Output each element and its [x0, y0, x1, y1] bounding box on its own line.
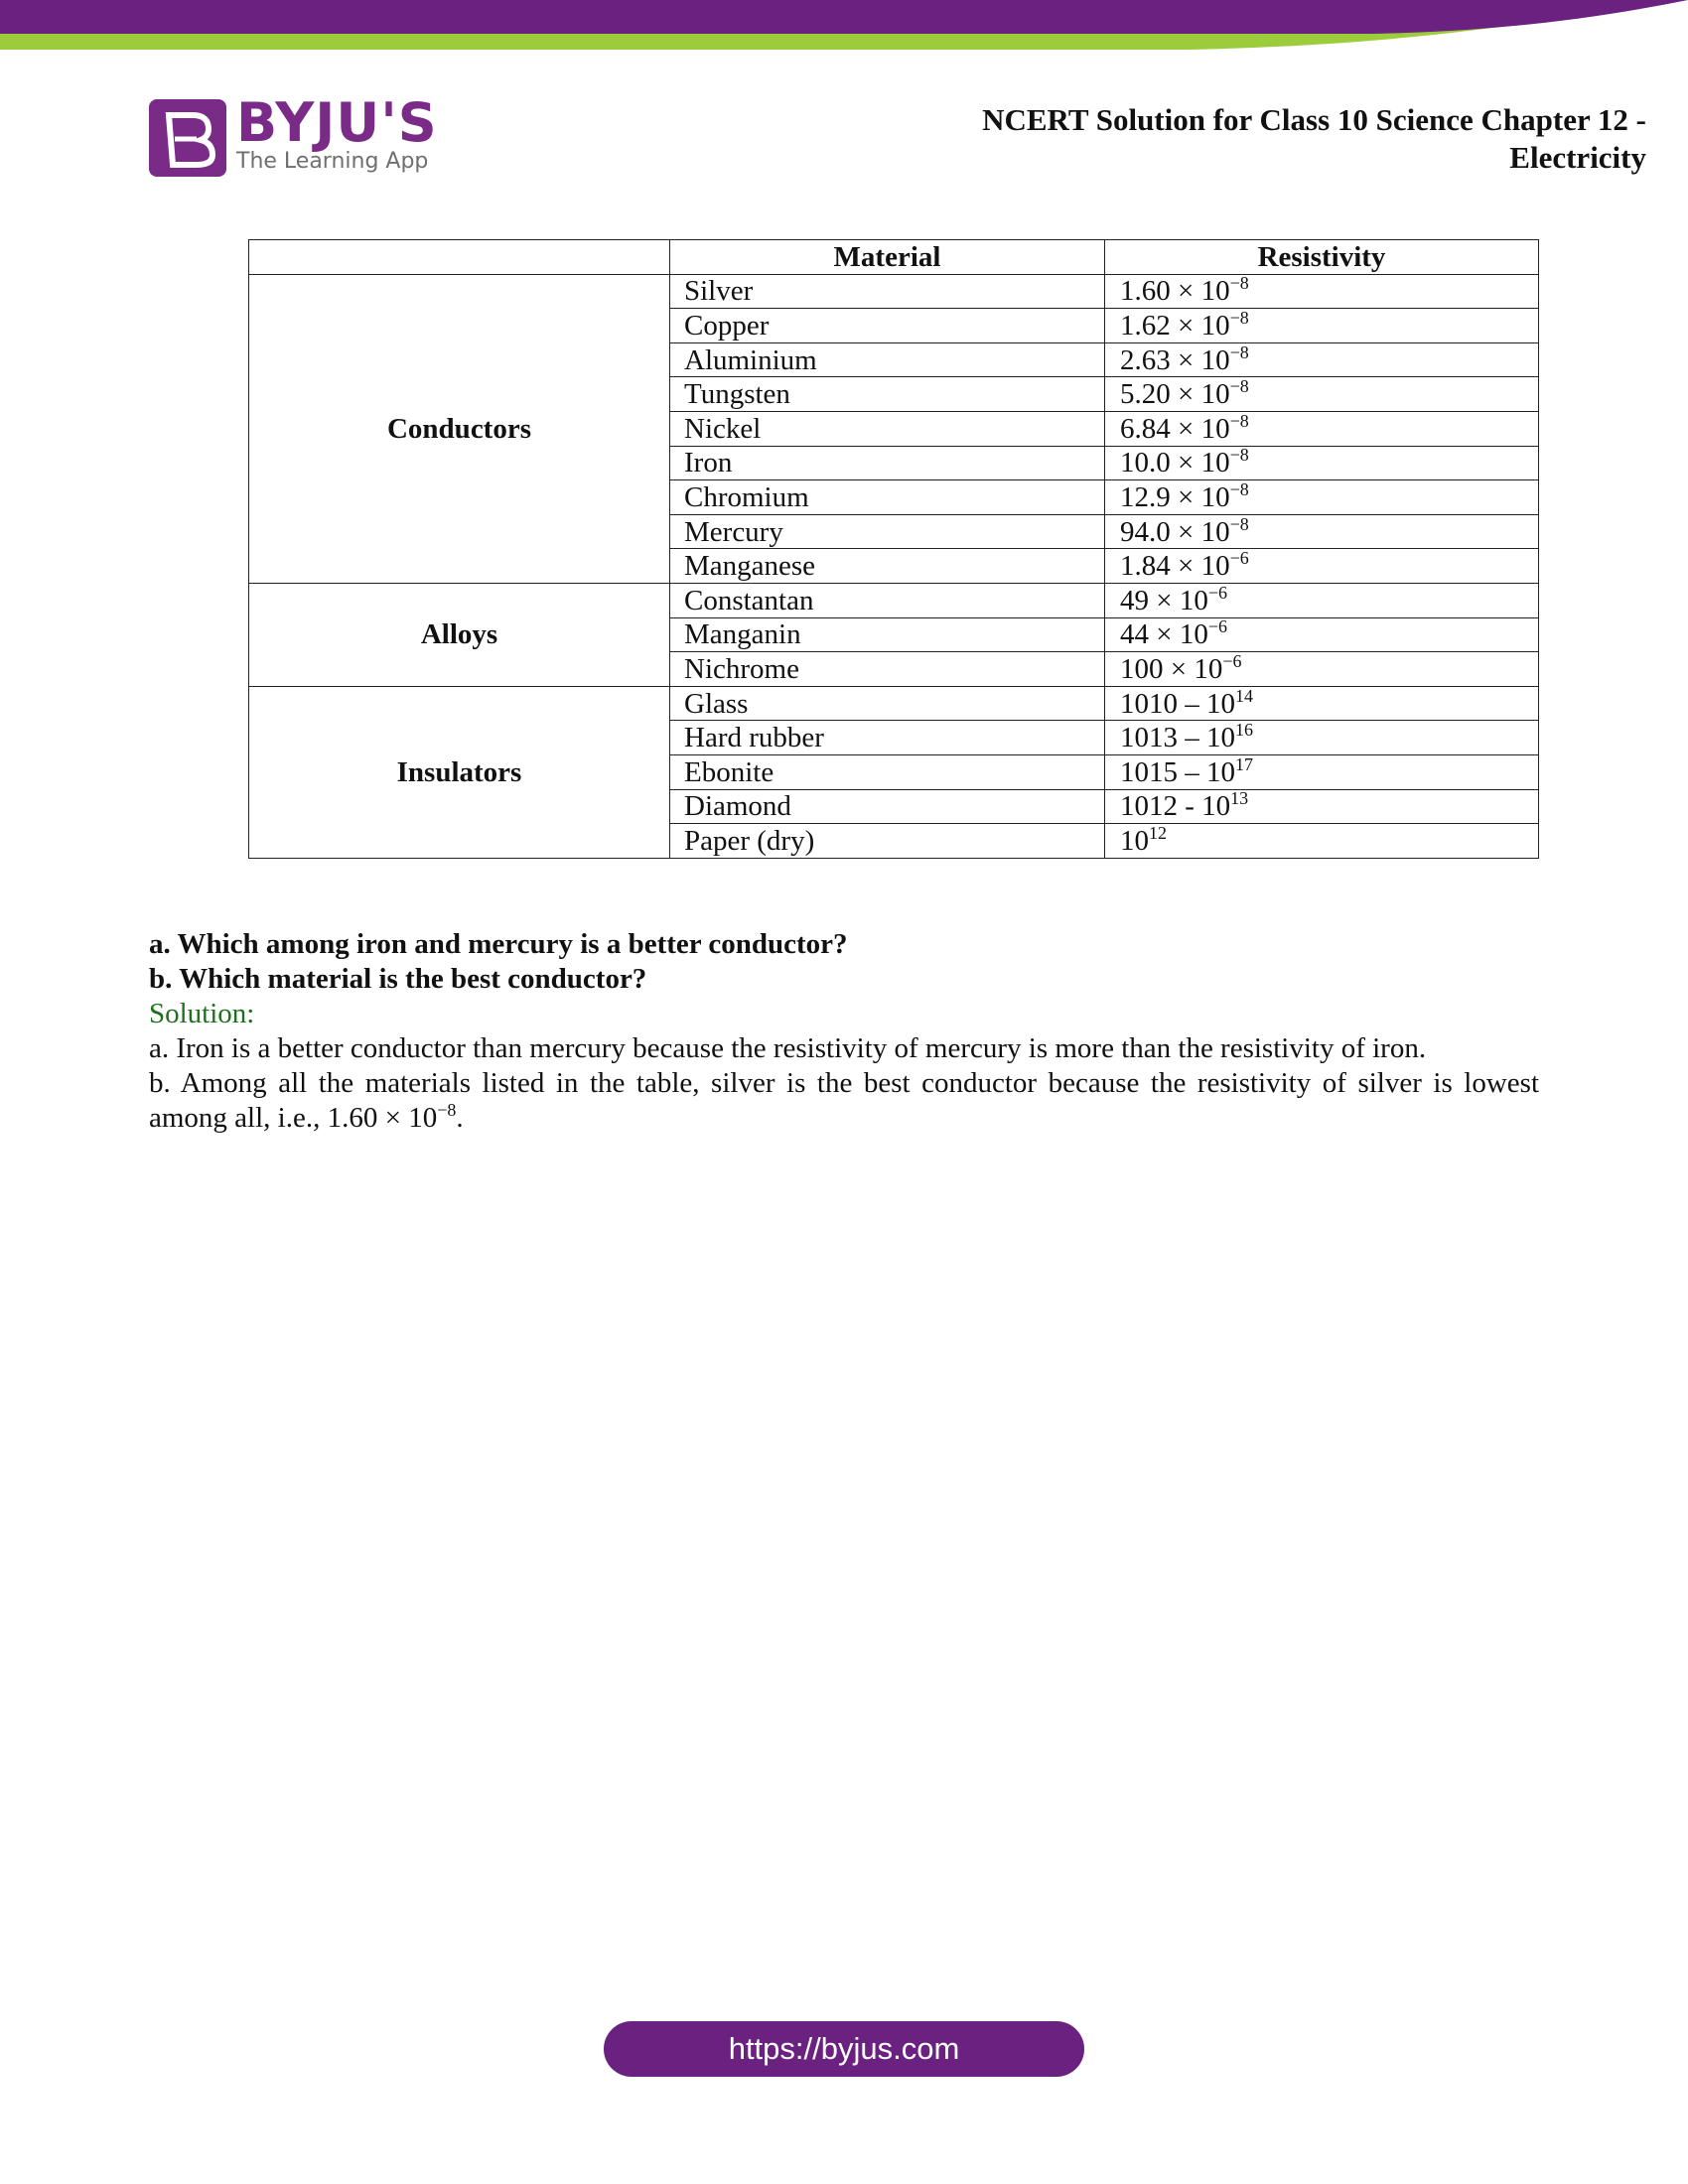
header-material: Material [670, 240, 1105, 275]
resistivity-base: 1013 – 10 [1120, 722, 1235, 754]
resistivity-exponent: −6 [1222, 650, 1242, 671]
resistivity-exponent: 17 [1235, 753, 1253, 774]
table-body [249, 274, 1539, 858]
page-title-line1: NCERT Solution for Class 10 Science Chapter 12 - [982, 102, 1646, 137]
material-cell: Manganese [670, 549, 1105, 584]
resistivity-cell [1105, 549, 1539, 584]
answer-b-end: . [456, 1102, 464, 1134]
material-cell: Nichrome [670, 652, 1105, 687]
resistivity-cell [1105, 583, 1539, 617]
resistivity-cell [1105, 824, 1539, 859]
page-title [753, 101, 1646, 177]
top-banner [0, 0, 1688, 69]
brand-tagline: The Learning App [236, 149, 429, 174]
material-cell: Silver [670, 274, 1105, 309]
resistivity-base: 10.0 × 10 [1120, 447, 1230, 479]
table-row [249, 686, 1539, 721]
resistivity-base: 94.0 × 10 [1120, 515, 1230, 548]
resistivity-base: 1.62 × 10 [1120, 309, 1230, 341]
material-cell: Diamond [670, 789, 1105, 824]
resistivity-cell [1105, 480, 1539, 515]
resistivity-exponent: −8 [1229, 376, 1249, 397]
resistivity-base: 1012 - 10 [1120, 790, 1231, 823]
resistivity-base: 1015 – 10 [1120, 755, 1235, 788]
resistivity-exponent: −8 [1229, 410, 1249, 431]
material-cell: Glass [670, 686, 1105, 721]
material-cell: Manganin [670, 617, 1105, 652]
material-cell: Constantan [670, 583, 1105, 617]
question-b: b. Which material is the best conductor? [149, 963, 647, 995]
resistivity-exponent: 13 [1230, 788, 1249, 809]
answer-b-text: b. Among all the materials listed in the table, silver is the best conductor because the resistivity of silver is lowest among all, i.e., 1.60 × 10 [149, 1067, 1539, 1134]
resistivity-base: 5.20 × 10 [1120, 378, 1230, 411]
material-cell: Tungsten [670, 377, 1105, 412]
resistivity-exponent: −6 [1207, 616, 1228, 637]
material-cell: Aluminium [670, 342, 1105, 377]
resistivity-cell [1105, 274, 1539, 309]
resistivity-exponent: 12 [1149, 822, 1167, 843]
resistivity-cell [1105, 411, 1539, 446]
resistivity-exponent: −8 [1229, 478, 1249, 499]
page-title-line2: Electricity [1509, 140, 1646, 175]
resistivity-exponent: 16 [1235, 720, 1253, 741]
brand-name: BYJU'S [236, 91, 438, 154]
resistivity-exponent: −8 [1229, 307, 1249, 328]
resistivity-exponent: −8 [1229, 513, 1249, 534]
resistivity-exponent: 14 [1235, 685, 1253, 706]
resistivity-cell [1105, 652, 1539, 687]
table-row [249, 274, 1539, 309]
question-answer-block [149, 927, 1539, 1136]
resistivity-exponent: −8 [1229, 341, 1249, 362]
answer-b [149, 1066, 1539, 1136]
material-cell: Copper [670, 309, 1105, 343]
resistivity-cell [1105, 514, 1539, 549]
footer-url-link[interactable]: https://byjus.com [604, 2021, 1084, 2077]
material-cell: Paper (dry) [670, 824, 1105, 859]
resistivity-base: 10 [1120, 824, 1149, 857]
resistivity-base: 6.84 × 10 [1120, 412, 1230, 445]
resistivity-cell [1105, 686, 1539, 721]
header-category [249, 240, 670, 275]
answer-b-exponent: −8 [437, 1100, 457, 1120]
solution-label: Solution: [149, 998, 255, 1029]
byjus-logo [149, 91, 447, 179]
resistivity-table [248, 239, 1539, 859]
table-row [249, 583, 1539, 617]
resistivity-cell [1105, 342, 1539, 377]
resistivity-cell [1105, 309, 1539, 343]
resistivity-base: 100 × 10 [1120, 652, 1223, 685]
question-a: a. Which among iron and mercury is a better conductor? [149, 928, 848, 960]
resistivity-cell [1105, 617, 1539, 652]
resistivity-base: 1010 – 10 [1120, 687, 1235, 720]
resistivity-exponent: −8 [1229, 445, 1249, 466]
material-cell: Nickel [670, 411, 1105, 446]
resistivity-base: 1.84 × 10 [1120, 550, 1230, 583]
resistivity-base: 2.63 × 10 [1120, 343, 1230, 376]
material-cell: Iron [670, 446, 1105, 480]
resistivity-cell [1105, 721, 1539, 755]
category-cell: Conductors [249, 274, 670, 583]
category-cell: Alloys [249, 583, 670, 686]
resistivity-exponent: −6 [1207, 582, 1228, 603]
material-cell: Hard rubber [670, 721, 1105, 755]
resistivity-cell [1105, 789, 1539, 824]
material-cell: Mercury [670, 514, 1105, 549]
resistivity-exponent: −6 [1229, 548, 1249, 569]
answer-a: a. Iron is a better conductor than mercury because the resistivity of mercury is more than the resistivity of iron. [149, 1032, 1427, 1064]
resistivity-cell [1105, 377, 1539, 412]
material-cell: Chromium [670, 480, 1105, 515]
category-cell: Insulators [249, 686, 670, 858]
header-resistivity: Resistivity [1105, 240, 1539, 275]
resistivity-exponent: −8 [1229, 273, 1249, 294]
resistivity-cell [1105, 754, 1539, 789]
resistivity-base: 1.60 × 10 [1120, 275, 1230, 308]
byjus-logo-mark-icon [149, 99, 226, 177]
material-cell: Ebonite [670, 754, 1105, 789]
table-header-row [249, 240, 1539, 275]
resistivity-base: 12.9 × 10 [1120, 480, 1230, 513]
resistivity-base: 44 × 10 [1120, 618, 1208, 651]
resistivity-cell [1105, 446, 1539, 480]
resistivity-base: 49 × 10 [1120, 584, 1208, 616]
